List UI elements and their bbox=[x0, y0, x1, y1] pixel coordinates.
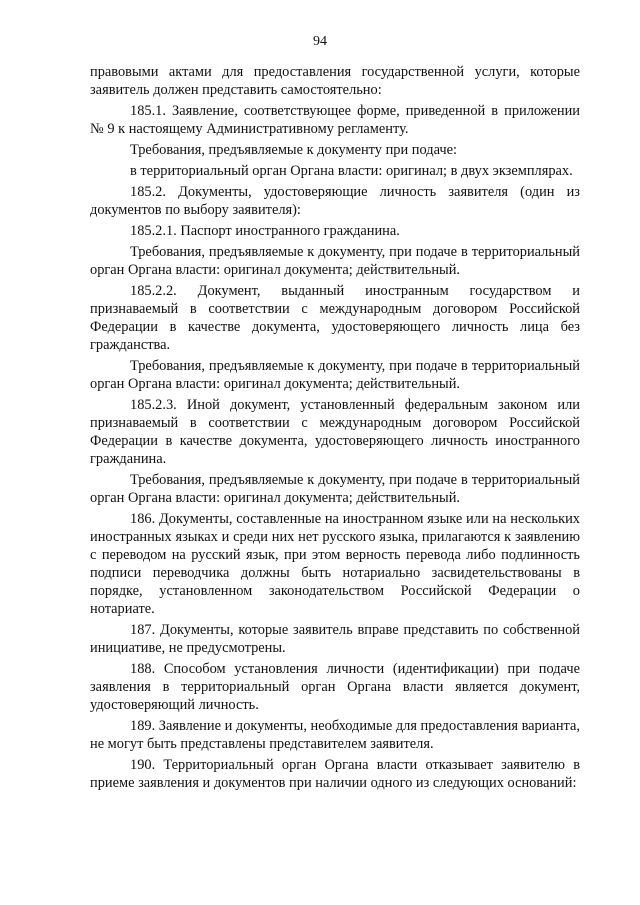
document-body bbox=[90, 63, 580, 795]
paragraph: правовыми актами для предоставления государственной услуги, которые заявитель должен представить самостоятельно: bbox=[90, 64, 580, 98]
paragraph: 185.2. Документы, удостоверяющие личность заявителя (один из документов по выбору заявителя): bbox=[90, 184, 580, 218]
paragraph: 189. Заявление и документы, необходимые для предоставления варианта, не могут быть представлены представителем заявителя. bbox=[90, 718, 580, 752]
paragraph: в территориальный орган Органа власти: оригинал; в двух экземплярах. bbox=[130, 163, 573, 179]
paragraph: 185.2.2. Документ, выданный иностранным государством и признаваемый в соответствии с международным договором Российской Федерации в качестве документа, удостоверяющего личность лица без гражданства. bbox=[90, 283, 580, 353]
paragraph: 185.1. Заявление, соответствующее форме, приведенной в приложении № 9 к настоящему Административному регламенту. bbox=[90, 103, 580, 137]
paragraph: 186. Документы, составленные на иностранном языке или на нескольких иностранных языках и среди них нет русского языка, прилагаются к заявлению с переводом на русский язык, при этом верность перевода либо подлинность подписи переводчика должны быть нотариально засвидетельствованы в порядке, установленном законодательством Российской Федерации о нотариате. bbox=[90, 511, 580, 617]
paragraph: Требования, предъявляемые к документу, при подаче в территориальный орган Органа власти: оригинал документа; действительный. bbox=[90, 244, 580, 278]
paragraph: 188. Способом установления личности (идентификации) при подаче заявления в территориальный орган Органа власти является документ, удостоверяющий личность. bbox=[90, 661, 580, 713]
paragraph: Требования, предъявляемые к документу, при подаче в территориальный орган Органа власти: оригинал документа; действительный. bbox=[90, 472, 580, 506]
paragraph: Требования, предъявляемые к документу, при подаче в территориальный орган Органа власти: оригинал документа; действительный. bbox=[90, 358, 580, 392]
paragraph: 185.2.1. Паспорт иностранного гражданина. bbox=[130, 223, 400, 239]
paragraph: Требования, предъявляемые к документу при подаче: bbox=[130, 142, 457, 158]
paragraph: 187. Документы, которые заявитель вправе представить по собственной инициативе, не предусмотрены. bbox=[90, 622, 580, 656]
paragraph: 185.2.3. Иной документ, установленный федеральным законом или признаваемый в соответствии с международным договором Российской Федерации в качестве документа, удостоверяющего личность иностранного гражданина. bbox=[90, 397, 580, 467]
page-number: 94 bbox=[313, 34, 327, 49]
paragraph: 190. Территориальный орган Органа власти отказывает заявителю в приеме заявления и документов при наличии одного из следующих оснований: bbox=[90, 757, 580, 791]
